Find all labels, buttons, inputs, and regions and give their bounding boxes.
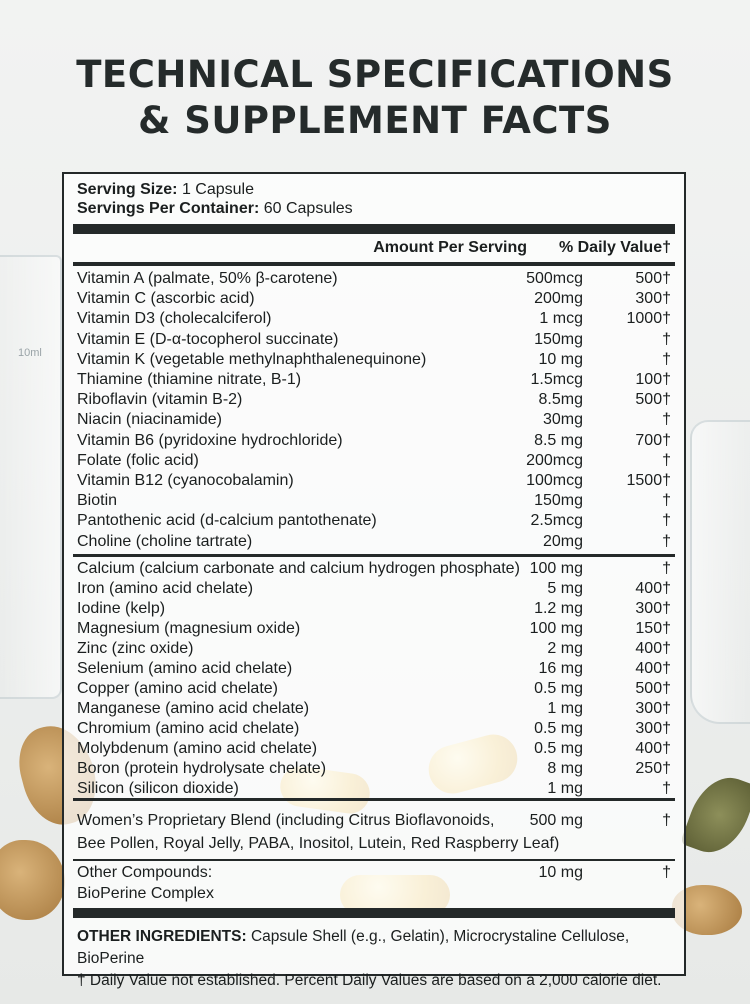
nutrient-name: Magnesium (magnesium oxide) <box>77 620 301 637</box>
nutrient-row <box>77 779 671 799</box>
nutrient-row <box>77 269 671 289</box>
nutrient-name: Copper (amino acid chelate) <box>77 680 278 697</box>
nutrient-daily-value: † <box>662 350 671 368</box>
nutrient-row <box>77 451 671 471</box>
nutrient-row <box>77 350 671 370</box>
nutrient-daily-value: 700† <box>635 431 671 449</box>
nutrient-amount: 150mg <box>534 330 583 348</box>
nutrient-name: Chromium (amino acid chelate) <box>77 720 300 737</box>
nutrient-name: Riboflavin (vitamin B-2) <box>77 391 243 409</box>
other-compounds-label: Other Compounds: <box>77 864 213 881</box>
nutrient-daily-value: 150† <box>635 620 671 637</box>
column-header <box>77 236 671 260</box>
amount-per-serving-header: Amount Per Serving <box>373 239 527 256</box>
nutrient-row <box>77 330 671 350</box>
nutrient-amount: 1.5mcg <box>530 371 583 388</box>
nutrient-daily-value: 500† <box>635 270 671 287</box>
nutrient-daily-value: 300† <box>635 700 671 717</box>
nutrient-row <box>77 559 671 579</box>
other-compounds-name: BioPerine Complex <box>77 885 214 902</box>
beaker-mark: 10ml <box>18 347 42 359</box>
nutrient-row <box>77 431 671 451</box>
nutrient-daily-value: † <box>662 532 671 550</box>
nutrient-name: Selenium (amino acid chelate) <box>77 660 293 677</box>
nutrient-daily-value: † <box>662 330 671 348</box>
nutrient-name: Vitamin B12 (cyanocobalamin) <box>77 472 294 489</box>
other-ingredients <box>77 926 675 992</box>
nutrient-name: Iodine (kelp) <box>77 600 166 617</box>
nutrient-row <box>77 739 671 759</box>
section-divider <box>73 798 675 801</box>
nutrient-name: Vitamin B6 (pyridoxine hydrochloride) <box>77 431 343 449</box>
nutrient-daily-value: † <box>662 492 671 510</box>
nutrient-daily-value: 1000† <box>626 310 671 328</box>
thick-divider <box>73 224 675 234</box>
nutrient-row <box>77 659 671 679</box>
nutrient-daily-value: 300† <box>635 600 671 617</box>
nutrient-amount: 8 mg <box>547 760 583 777</box>
nutrient-daily-value: 400† <box>635 660 671 677</box>
nutrient-amount: 100 mg <box>529 560 583 577</box>
nutrient-row <box>77 639 671 659</box>
header-divider <box>73 262 675 266</box>
nutrient-amount: 0.5 mg <box>534 680 583 697</box>
proprietary-blend-row <box>77 809 671 855</box>
nutrient-name: Zinc (zinc oxide) <box>77 640 194 657</box>
nutrient-daily-value: 400† <box>635 580 671 597</box>
nutrient-amount: 200mcg <box>526 451 583 469</box>
serving-info <box>77 180 353 218</box>
page-title-line-2: & SUPPLEMENT FACTS <box>138 99 612 142</box>
blend-amount: 500 mg <box>529 812 583 829</box>
servings-per-container-label: Servings Per Container: <box>77 200 260 217</box>
beaker-illustration <box>0 255 62 699</box>
nutrient-name: Iron (amino acid chelate) <box>77 580 254 597</box>
nutrient-row <box>77 759 671 779</box>
nutrient-row <box>77 289 671 309</box>
nutrient-name: Silicon (silicon dioxide) <box>77 780 239 797</box>
nutrient-amount: 2.5mcg <box>530 512 583 530</box>
nutrient-amount: 1 mcg <box>539 310 583 328</box>
blend-line-2: Bee Pollen, Royal Jelly, PABA, Inositol, Lutein, Red Raspberry Leaf) <box>77 835 560 852</box>
nutrient-amount: 0.5 mg <box>534 740 583 757</box>
nutrient-amount: 1 mg <box>547 700 583 717</box>
nutrient-row <box>77 491 671 511</box>
nutrient-name: Vitamin K (vegetable methylnaphthalenequinone) <box>77 350 427 368</box>
nutrient-amount: 30mg <box>542 411 583 429</box>
nutrient-amount: 8.5 mg <box>534 431 583 449</box>
nutrient-daily-value: 500† <box>635 391 671 409</box>
nutrient-amount: 0.5 mg <box>534 720 583 737</box>
nutrient-daily-value: 500† <box>635 680 671 697</box>
nutrient-name: Calcium (calcium carbonate and calcium hydrogen phosphate) <box>77 560 520 577</box>
nutrient-name: Molybdenum (amino acid chelate) <box>77 740 318 757</box>
dried-root-image <box>0 840 65 920</box>
thick-divider <box>73 908 675 918</box>
nutrient-amount: 500mcg <box>526 270 583 287</box>
nutrient-amount: 10 mg <box>538 350 583 368</box>
nutrient-daily-value: 300† <box>635 290 671 308</box>
nutrient-name: Choline (choline tartrate) <box>77 532 253 550</box>
nutrient-amount: 200mg <box>534 290 583 308</box>
flask-illustration <box>690 420 750 724</box>
nutrient-row <box>77 599 671 619</box>
other-compounds-row <box>77 862 671 904</box>
nutrient-amount: 100 mg <box>529 620 583 637</box>
nutrient-row <box>77 390 671 410</box>
blend-line-1: Women’s Proprietary Blend (including Citrus Bioflavonoids, <box>77 812 495 829</box>
nutrient-amount: 100mcg <box>526 472 583 489</box>
nutrient-name: Manganese (amino acid chelate) <box>77 700 310 717</box>
nutrient-row <box>77 719 671 739</box>
other-ingredients-label: OTHER INGREDIENTS: <box>77 928 247 945</box>
nutrient-row <box>77 511 671 531</box>
nutrient-daily-value: 400† <box>635 640 671 657</box>
other-compounds-daily-value: † <box>662 864 671 881</box>
nutrient-daily-value: 250† <box>635 760 671 777</box>
nutrient-amount: 150mg <box>534 492 583 510</box>
nutrient-name: Vitamin A (palmate, 50% β-carotene) <box>77 270 338 287</box>
page-title-line-1: TECHNICAL SPECIFICATIONS <box>76 53 674 96</box>
nutrient-amount: 1 mg <box>547 780 583 797</box>
nutrient-name: Niacin (niacinamide) <box>77 411 222 429</box>
nutrient-row <box>77 619 671 639</box>
nutrient-name: Thiamine (thiamine nitrate, B-1) <box>77 371 302 388</box>
nutrient-daily-value: 300† <box>635 720 671 737</box>
section-divider <box>73 859 675 861</box>
daily-value-footnote: † Daily Value not established. Percent Daily Values are based on a 2,000 calorie diet. <box>77 972 662 989</box>
serving-size-value: 1 Capsule <box>181 181 254 198</box>
nutrient-daily-value: 100† <box>635 371 671 388</box>
nutrient-row <box>77 699 671 719</box>
leaf-image <box>680 768 750 862</box>
nutrient-name: Vitamin D3 (cholecalciferol) <box>77 310 272 328</box>
section-divider <box>73 554 675 557</box>
nutrient-amount: 5 mg <box>547 580 583 597</box>
nutrient-row <box>77 309 671 329</box>
nutrient-daily-value: † <box>662 512 671 530</box>
other-ingredients-value: Capsule Shell (e.g., Gelatin), Microcrystaline Cellulose, BioPerine <box>77 928 630 967</box>
nutrient-name: Boron (protein hydrolysate chelate) <box>77 760 327 777</box>
nutrient-amount: 16 mg <box>538 660 583 677</box>
nutrient-daily-value: † <box>662 560 671 577</box>
nutrient-daily-value: † <box>662 411 671 429</box>
nutrient-name: Pantothenic acid (d-calcium pantothenate) <box>77 512 377 530</box>
daily-value-header: % Daily Value† <box>558 239 671 256</box>
servings-per-container-value: 60 Capsules <box>263 200 353 217</box>
nutrient-row <box>77 532 671 552</box>
nutrient-daily-value: 1500† <box>626 472 671 489</box>
nutrient-name: Vitamin C (ascorbic acid) <box>77 290 255 308</box>
nutrient-amount: 20mg <box>542 532 583 550</box>
nutrient-daily-value: † <box>662 780 671 797</box>
nutrient-amount: 2 mg <box>547 640 583 657</box>
nutrient-row <box>77 471 671 491</box>
blend-daily-value: † <box>662 812 671 829</box>
serving-size-label: Serving Size: <box>77 181 178 198</box>
supplement-facts-panel <box>62 172 686 989</box>
other-compounds-amount: 10 mg <box>538 864 583 881</box>
nutrient-row <box>77 679 671 699</box>
nutrient-row <box>77 579 671 599</box>
nutrient-name: Biotin <box>77 492 118 510</box>
nutrient-row <box>77 370 671 390</box>
nutrient-amount: 1.2 mg <box>534 600 583 617</box>
nutrient-name: Folate (folic acid) <box>77 451 199 469</box>
nutrient-name: Vitamin E (D-α-tocopherol succinate) <box>77 330 339 348</box>
nutrient-amount: 8.5mg <box>538 391 583 409</box>
nutrient-daily-value: † <box>662 451 671 469</box>
nutrient-daily-value: 400† <box>635 740 671 757</box>
nutrient-row <box>77 410 671 430</box>
